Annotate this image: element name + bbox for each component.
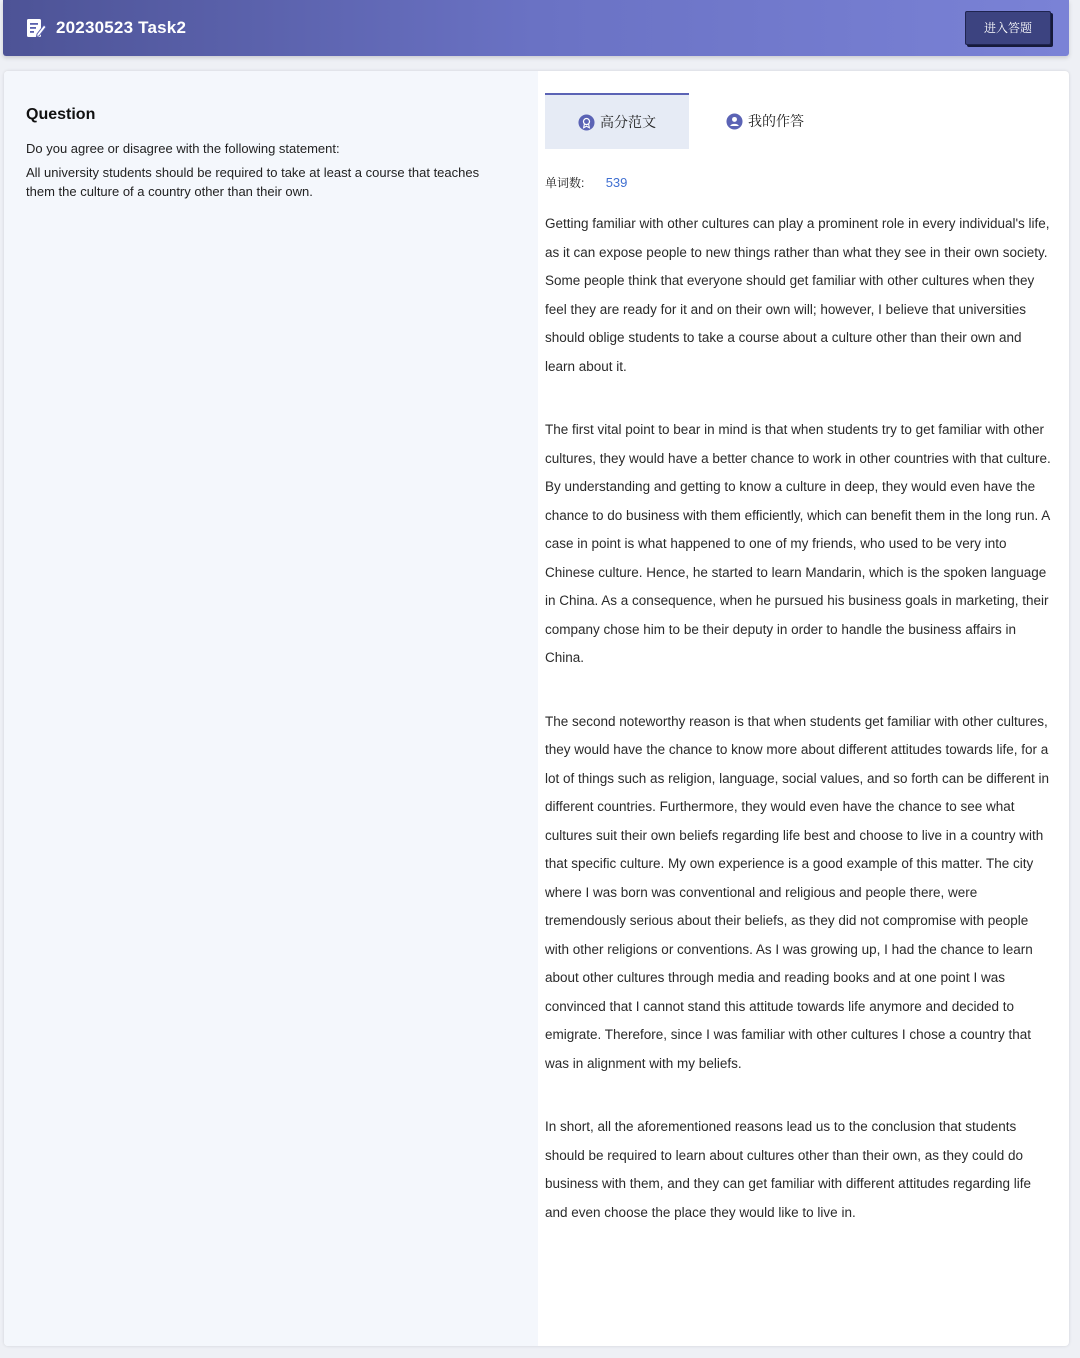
tab-my-answer-label: 我的作答 bbox=[748, 113, 804, 129]
word-count bbox=[545, 174, 627, 191]
edit-document-icon bbox=[25, 17, 47, 39]
main-content bbox=[4, 71, 1069, 1346]
essay-paragraph: The second noteworthy reason is that when students get familiar with other cultures, they would have the chance to know more about different attitudes towards life, for a lot of things such as religion, language, social values, and so forth can be different in different countries. Furthermore, they would even have the chance to see what cultures suit their own beliefs regarding life best and choose to live in a country with that specific culture. My own experience is a good example of this matter. The city where I was born was conventional and religious and people there, were tremendously serious about their beliefs, as they did not compromise with people with other religions or conventions. As I was growing up, I had the chance to learn about other cultures through media and reading books and at one point I was convinced that I cannot stand this attitude towards life anymore and decided to emigrate. Therefore, since I was familiar with other cultures I chose a country that was in alignment with my beliefs. bbox=[545, 713, 1050, 1071]
essay-paragraph: Getting familiar with other cultures can play a prominent role in every individual's life, as it can expose people to new things rather than what they see in their own society. Some people think that everyone should get familiar with other cultures when they feel they are ready for it and on their own will; however, I believe that universities should oblige students to take a course about a culture other than their own and learn about it. bbox=[545, 216, 1050, 374]
question-statement: All university students should be required to take at least a course that teaches them the culture of a country other than their own. bbox=[26, 165, 480, 199]
essay-paragraph: The first vital point to bear in mind is that when students try to get familiar with other cultures, they would have a better chance to work in other countries with that culture. By understanding and getting to know a culture in deep, they would even have the chance to do business with them efficiently, which can benefit them in the long run. A case in point is what happened to one of my friends, who used to be very into Chinese culture. Hence, he started to learn Mandarin, which is the spoken language in China. As a consequence, when he pursued his business goals in marketing, their company chose him to be their deputy in order to handle the business affairs in China. bbox=[545, 422, 1051, 665]
answer-pane bbox=[538, 71, 1069, 1346]
essay-paragraph: In short, all the aforementioned reasons lead us to the conclusion that students should be required to learn about cultures other than their own, as they could do business with them, and they can get familiar with different attitudes regarding life and even choose the place they would like to live in. bbox=[545, 1119, 1032, 1220]
question-pane bbox=[4, 71, 538, 1346]
tab-model-essay[interactable] bbox=[545, 93, 689, 149]
question-heading: Question bbox=[26, 106, 96, 123]
page-title: 20230523 Task2 bbox=[56, 18, 187, 37]
model-essay bbox=[545, 210, 1055, 1262]
question-intro: Do you agree or disagree with the following statement: bbox=[26, 141, 340, 156]
enter-answer-button[interactable]: 进入答题 bbox=[965, 11, 1051, 45]
tab-model-essay-label: 高分范文 bbox=[600, 114, 656, 130]
word-count-value: 539 bbox=[605, 175, 628, 190]
medal-icon bbox=[578, 114, 595, 131]
tab-my-answer[interactable] bbox=[710, 93, 820, 149]
app-header bbox=[3, 0, 1069, 56]
word-count-label: 单词数: bbox=[545, 176, 585, 190]
user-icon bbox=[726, 113, 743, 130]
